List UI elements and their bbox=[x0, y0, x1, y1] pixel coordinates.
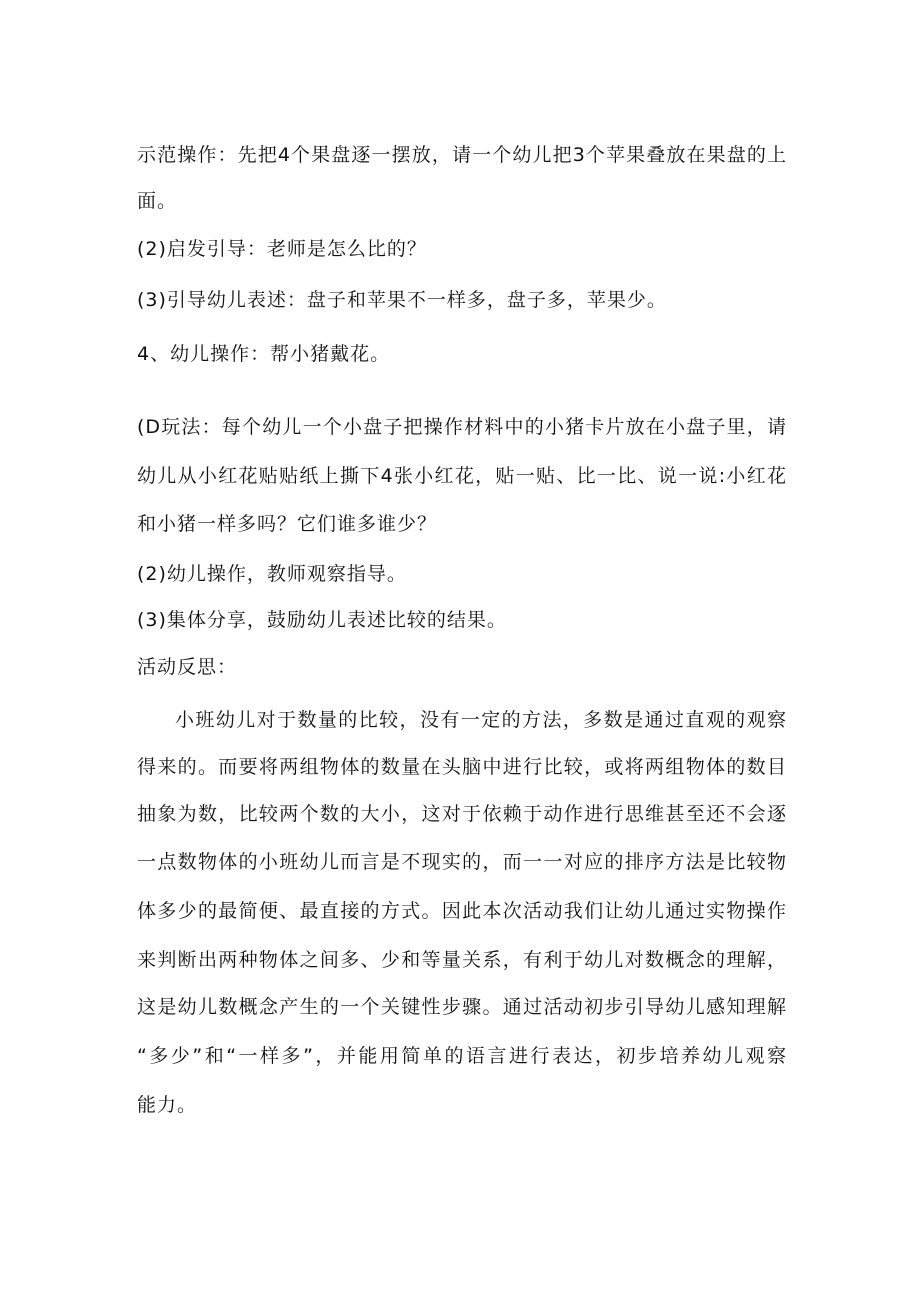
text-line: 抽象为数，比较两个数的大小，这对于依赖于动作进行思维甚至还不会逐 bbox=[137, 803, 787, 825]
text-line: 面。 bbox=[137, 190, 178, 212]
text-line: (2)幼儿操作，教师观察指导。 bbox=[137, 563, 407, 585]
text-line: (D玩法：每个幼儿一个小盘子把操作材料中的小猪卡片放在小盘子里，请 bbox=[137, 416, 787, 438]
section-heading: 活动反思： bbox=[137, 656, 238, 678]
text-line: 能力。 bbox=[137, 1094, 198, 1116]
text-line: “多少”和“一样多”，并能用简单的语言进行表达，初步培养幼儿观察 bbox=[137, 1045, 787, 1067]
text-line: 幼儿从小红花贴贴纸上撕下4张小红花，贴一贴、比一比、说一说:小红花 bbox=[137, 465, 787, 487]
text-line: 4、幼儿操作：帮小猪戴花。 bbox=[137, 343, 391, 365]
text-line: (3)集体分享，鼓励幼儿表述比较的结果。 bbox=[137, 609, 507, 631]
text-line: 体多少的最简便、最直接的方式。因此本次活动我们让幼儿通过实物操作 bbox=[137, 900, 787, 922]
text-line: 来判断出两种物体之间多、少和等量关系，有利于幼儿对数概念的理解， bbox=[137, 949, 787, 971]
text-line: 小班幼儿对于数量的比较，没有一定的方法，多数是通过直观的观察 bbox=[175, 709, 787, 731]
text-line: 这是幼儿数概念产生的一个关键性步骤。通过活动初步引导幼儿感知理解 bbox=[137, 996, 787, 1018]
text-line: 一点数物体的小班幼儿而言是不现实的，而一一对应的排序方法是比较物 bbox=[137, 851, 787, 873]
text-line: 示范操作：先把4个果盘逐一摆放，请一个幼儿把3个苹果叠放在果盘的上 bbox=[137, 144, 787, 166]
text-line: 得来的。而要将两组物体的数量在头脑中进行比较，或将两组物体的数目 bbox=[137, 756, 787, 778]
text-line: 和小猪一样多吗？它们谁多谁少？ bbox=[137, 513, 438, 535]
text-line: (3)引导幼儿表述：盘子和苹果不一样多，盘子多，苹果少。 bbox=[137, 289, 667, 311]
text-line: (2)启发引导：老师是怎么比的？ bbox=[137, 238, 427, 260]
